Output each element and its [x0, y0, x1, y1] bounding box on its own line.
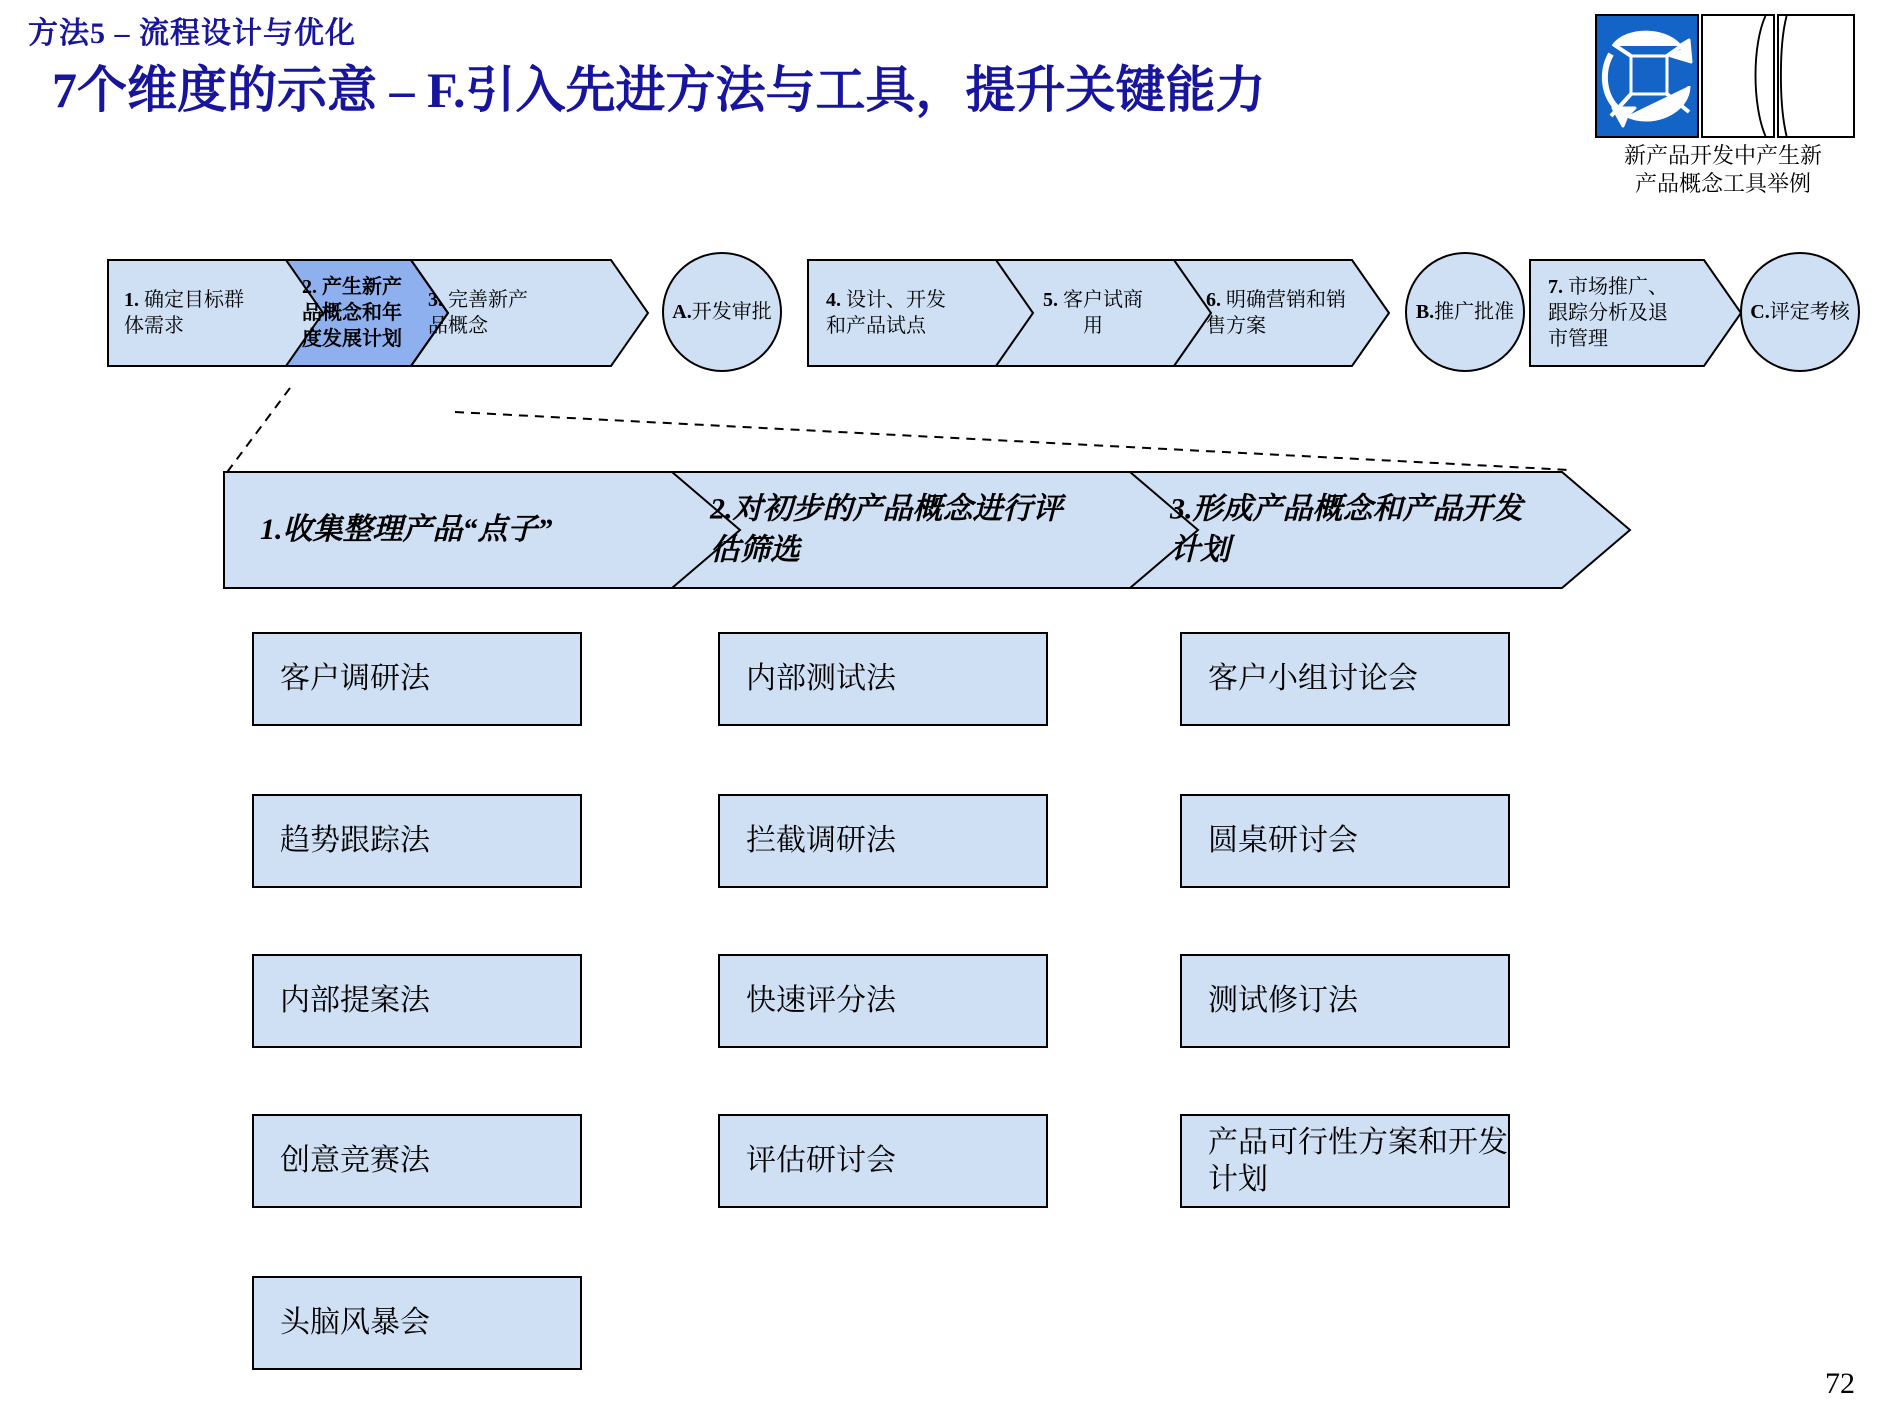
method-box-c2-r2[interactable]: 拦截调研法: [718, 794, 1048, 888]
phase-1-text: 收集整理产品“点子”: [282, 512, 553, 546]
process-step-1-text: 确定目标群体需求: [124, 289, 244, 337]
process-step-6[interactable]: [1190, 258, 1380, 368]
logo-caption-line-1: 新产品开发中产生新: [1623, 143, 1822, 168]
process-gate-a-num: A.: [672, 301, 692, 323]
process-gate-c[interactable]: [1740, 252, 1860, 372]
phase-1[interactable]: [226, 470, 666, 590]
logo-caption: [1587, 142, 1859, 197]
process-step-1-num: 1.: [124, 289, 139, 311]
method-box-c3-r2[interactable]: 圆桌研讨会: [1180, 794, 1510, 888]
process-gate-a-text: 开发审批: [691, 301, 772, 323]
process-step-6-num: 6.: [1206, 289, 1221, 311]
process-step-4-text: 设计、开发和产品试点: [826, 289, 946, 337]
phase-3-num: 3.: [1170, 492, 1193, 526]
process-gate-c-label: [1750, 299, 1849, 325]
phase-chevron-row: [0, 470, 1881, 600]
phase-2-text: 对初步的产品概念进行评估筛选: [710, 492, 1063, 566]
process-step-2-text: 产生新产品概念和年度发展计划: [302, 276, 402, 350]
method-box-c2-r4[interactable]: 评估研讨会: [718, 1114, 1048, 1208]
process-step-3-text: 完善新产品概念: [428, 289, 528, 337]
process-step-7-label: [1548, 274, 1684, 352]
company-logo: [1595, 14, 1857, 204]
phase-1-label: [260, 510, 606, 551]
method-box-c1-r3[interactable]: 内部提案法: [252, 954, 582, 1048]
phase-3-text: 形成产品概念和产品开发计划: [1170, 492, 1523, 566]
process-step-5-label: [1034, 287, 1152, 339]
slide-title: 7个维度的示意 – F.引入先进方法与工具，提升关键能力: [52, 62, 1266, 118]
logo-swirl-icon: [1597, 16, 1701, 140]
phase-2-num: 2.: [710, 492, 733, 526]
phase-2[interactable]: [690, 470, 1130, 590]
method-box-c2-r3[interactable]: 快速评分法: [718, 954, 1048, 1048]
logo-blue-square: [1595, 14, 1699, 138]
logo-curve-2-icon: [1779, 16, 1853, 136]
process-gate-c-num: C.: [1750, 301, 1770, 323]
process-step-3-num: 3.: [428, 289, 443, 311]
process-step-5-text: 客户试商用: [1063, 289, 1143, 337]
process-gate-b[interactable]: [1405, 252, 1525, 372]
method-box-c1-r1[interactable]: 客户调研法: [252, 632, 582, 726]
process-step-2-num: 2.: [302, 276, 317, 298]
process-step-7-num: 7.: [1548, 276, 1563, 298]
process-step-1-label: [124, 287, 253, 339]
logo-caption-line-2: 产品概念工具举例: [1634, 170, 1811, 196]
method-box-c2-r1[interactable]: 内部测试法: [718, 632, 1048, 726]
process-gate-b-text: 推广批准: [1434, 301, 1515, 323]
process-step-1[interactable]: [108, 258, 283, 368]
process-step-4[interactable]: [810, 258, 995, 368]
process-gate-b-num: B.: [1415, 301, 1435, 323]
phase-1-num: 1.: [260, 512, 283, 546]
phase-2-label: [710, 490, 1070, 571]
process-step-6-label: [1206, 287, 1350, 339]
method-box-c3-r3[interactable]: 测试修订法: [1180, 954, 1510, 1048]
process-gate-a-label: [672, 299, 771, 325]
process-gate-b-label: [1416, 299, 1514, 325]
method-box-c1-r4[interactable]: 创意竞赛法: [252, 1114, 582, 1208]
process-step-4-num: 4.: [826, 289, 841, 311]
process-step-5-num: 5.: [1043, 289, 1058, 311]
logo-white-panel-1: [1701, 14, 1775, 138]
process-gate-a[interactable]: [662, 252, 782, 372]
phase-3[interactable]: [1150, 470, 1590, 590]
logo-white-panel-2: [1777, 14, 1855, 138]
process-gate-c-text: 评定考核: [1769, 301, 1850, 323]
process-flow-row: [0, 248, 1881, 388]
process-step-6-text: 明确营销和销售方案: [1206, 289, 1346, 337]
method-box-c3-r1[interactable]: 客户小组讨论会: [1180, 632, 1510, 726]
process-step-2-label: [302, 274, 406, 352]
process-step-7[interactable]: [1532, 258, 1722, 368]
method-box-c1-r2[interactable]: 趋势跟踪法: [252, 794, 582, 888]
page-number: 72: [1825, 1367, 1855, 1400]
process-step-4-label: [826, 287, 965, 339]
slide-kicker: 方法5 – 流程设计与优化: [28, 17, 356, 50]
method-box-c1-r5[interactable]: 头脑风暴会: [252, 1276, 582, 1370]
process-step-3-label: [428, 287, 542, 339]
method-box-c3-r4[interactable]: 产品可行性方案和开发计划: [1180, 1114, 1510, 1208]
process-step-2[interactable]: [286, 258, 416, 368]
phase-3-label: [1170, 490, 1530, 571]
logo-curve-1-icon: [1703, 16, 1773, 136]
process-step-3[interactable]: [412, 258, 572, 368]
process-step-7-text: 市场推广、跟踪分析及退市管理: [1548, 276, 1668, 350]
process-step-5[interactable]: [1018, 258, 1168, 368]
